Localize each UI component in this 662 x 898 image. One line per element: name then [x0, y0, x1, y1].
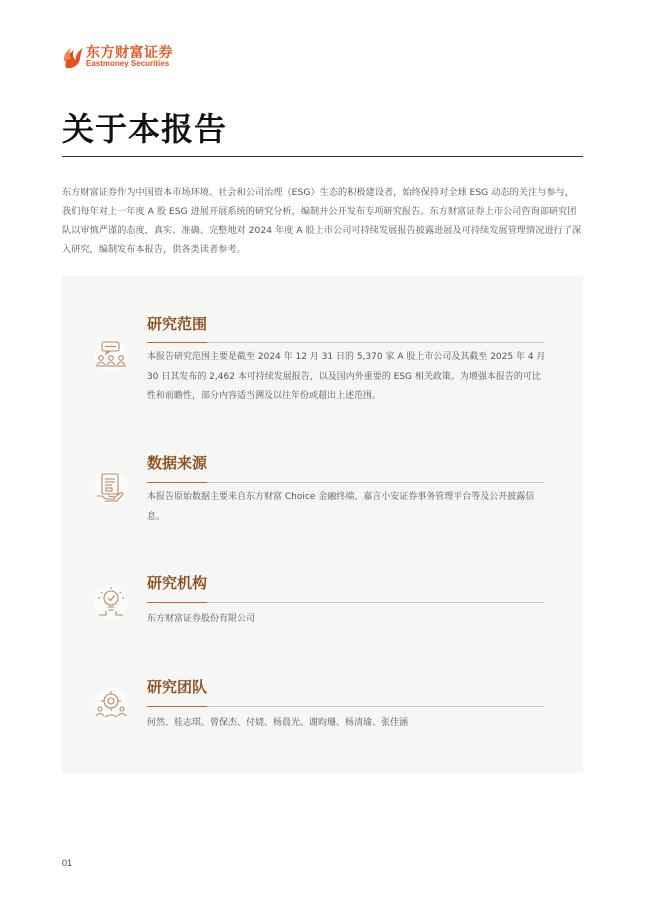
- people-discussion-icon: [93, 338, 129, 374]
- section-body-institution: 东方财富证券股份有限公司: [147, 614, 256, 624]
- team-gear-icon: [93, 686, 129, 722]
- company-logo: [62, 40, 212, 72]
- logo-text-en: Eastmoney Securities: [86, 59, 170, 68]
- section-divider-accent: [147, 706, 207, 707]
- lightbulb-check-icon: [93, 584, 129, 620]
- section-title-institution: 研究机构: [147, 574, 208, 592]
- section-divider-accent: [147, 342, 207, 343]
- logo-text-cn: 东方财富证券: [86, 45, 173, 61]
- section-body-source: 本报告原始数据主要来自东方财富 Choice 金融终端、嘉言小安证券事务管理平台等及公开披露信息。: [147, 492, 535, 522]
- section-divider-accent: [147, 482, 207, 483]
- section-body-team: 何然、桂志琪、曾保杰、付娆、杨晨光、谢昀珊、杨清瑜、张佳涵: [147, 718, 409, 728]
- document-hand-icon: [93, 470, 129, 506]
- flame-logo-icon: [62, 42, 84, 70]
- section-divider-accent: [147, 602, 207, 603]
- section-title-source: 数据来源: [147, 454, 208, 472]
- section-body-scope: 本报告研究范围主要是截至 2024 年 12 月 31 日的 5,370 家 A 股上市公司及其截至 2025 年 4 月 30 日其发布的 2,462 本可持续发展报告，以及国内外重要的 ESG 相关政策。为增强本报告的可比性和前瞻性，部分内容适当溯及以往年份或超出上述范围。: [147, 352, 546, 401]
- page-title: 关于本报告: [62, 110, 228, 148]
- intro-paragraph: 东方财富证券作为中国资本市场环境、社会和公司治理（ESG）生态的积极建设者，始终保持对全球 ESG 动态的关注与参与，我们每年对上一年度 A 股 ESG 进展开展系统的研究分析，编制并公开发布专项研究报告。东方财富证券上市公司咨询部研究团队以审慎严谨的态度，真实、准确、完整地对 2024 年度 A 股上市公司可持续发展报告披露进展及可持续发展管理情况进行了深入研究，编制发布本报告，供各类读者参考。: [62, 187, 582, 255]
- section-title-team: 研究团队: [147, 678, 208, 696]
- title-divider: [62, 156, 583, 157]
- page-number: 01: [62, 858, 73, 868]
- section-title-scope: 研究范围: [147, 315, 208, 333]
